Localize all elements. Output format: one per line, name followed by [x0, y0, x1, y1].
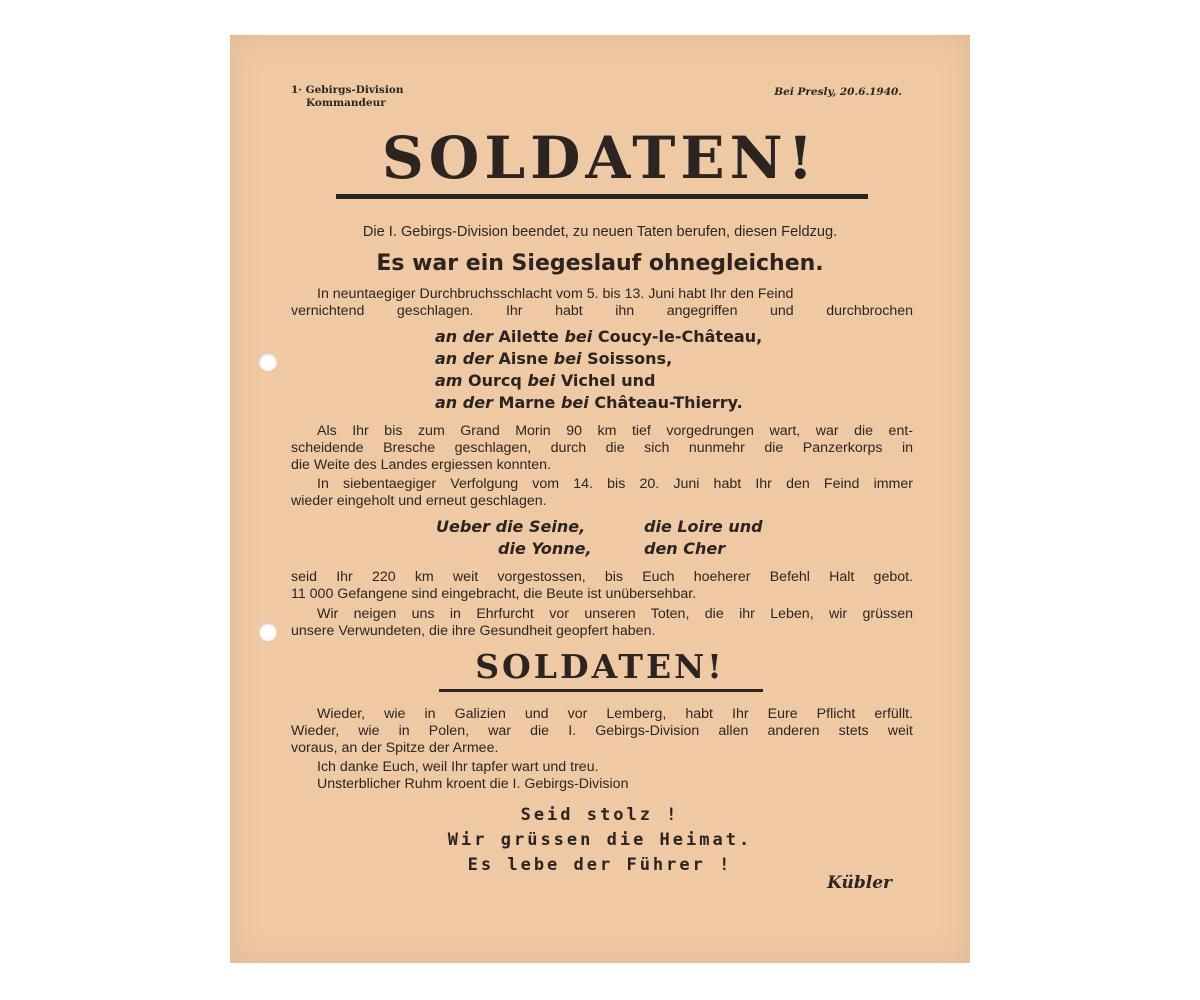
river-seine: Ueber die Seine, [436, 517, 586, 536]
para3-line: wieder eingeholt und erneut geschlagen. [291, 493, 547, 509]
closing-line: Seid stolz ! [520, 805, 680, 825]
para6-line: Wieder, wie in Polen, war die I. Gebirgs-Division allen anderen stets weit [291, 723, 913, 739]
para5-line: unsere Verwundeten, die ihre Gesundheit geopfert haben. [291, 623, 656, 639]
para6-line: voraus, an der Spitze der Armee. [291, 740, 499, 756]
para1-line: vernichtend geschlagen. Ihr habt ihn angegriffen und durchbrochen [291, 303, 913, 319]
place-line: an der Marne bei Château-Thierry. [435, 393, 743, 412]
place-line: an der Aisne bei Soissons, [435, 349, 673, 368]
river-loire: die Loire und [644, 517, 763, 536]
para4-line: seid Ihr 220 km weit vorgestossen, bis Euch hoeherer Befehl Halt gebot. [291, 569, 913, 585]
punch-hole [259, 623, 277, 641]
para3-line: In siebentaegiger Verfolgung vom 14. bis 20. Juni habt Ihr den Feind immer [317, 476, 913, 492]
river-yonne: die Yonne, [498, 539, 592, 558]
second-title-underline [439, 689, 763, 692]
signature: Kübler [827, 873, 892, 893]
main-title: SOLDATEN! [381, 124, 819, 192]
para2-line: die Weite des Landes ergiessen konnten. [291, 457, 552, 473]
para4-line: 11 000 Gefangene sind eingebracht, die Beute ist unübersehbar. [291, 586, 697, 602]
unit-role: Kommandeur [306, 97, 386, 109]
title-underline [336, 194, 868, 199]
second-title: SOLDATEN! [475, 647, 725, 686]
river-cher: den Cher [644, 539, 726, 558]
para7-line: Ich danke Euch, weil Ihr tapfer wart und treu. [317, 759, 599, 775]
closing-line: Es lebe der Führer ! [467, 855, 733, 875]
unit-name: 1· Gebirgs-Division [291, 84, 404, 96]
para8-line: Unsterblicher Ruhm kroent die I. Gebirgs-Division [317, 776, 629, 792]
place-line: an der Ailette bei Coucy-le-Château, [435, 327, 763, 346]
unit-header [291, 84, 403, 110]
intro-line: Die I. Gebirgs-Division beendet, zu neuen Taten berufen, diesen Feldzug. [362, 224, 838, 240]
subtitle: Es war ein Siegeslauf ohnegleichen. [376, 251, 824, 276]
place-line: am Ourcq bei Vichel und [435, 371, 656, 390]
punch-hole [259, 353, 277, 371]
para1-line: In neuntaegiger Durchbruchsschlacht vom 5. bis 13. Juni habt Ihr den Feind [317, 286, 794, 302]
leaflet-page [230, 35, 970, 963]
para2-line: Als Ihr bis zum Grand Morin 90 km tief vorgedrungen wart, war die ent- [317, 423, 913, 439]
place-date: Bei Presly, 20.6.1940. [774, 86, 902, 98]
para6-line: Wieder, wie in Galizien und vor Lemberg, habt Ihr Eure Pflicht erfüllt. [317, 706, 913, 722]
closing-line: Wir grüssen die Heimat. [447, 830, 753, 850]
para5-line: Wir neigen uns in Ehrfurcht vor unseren Toten, die ihr Leben, wir grüssen [317, 606, 913, 622]
para2-line: scheidende Bresche geschlagen, durch die sich nunmehr die Panzerkorps in [291, 440, 913, 456]
